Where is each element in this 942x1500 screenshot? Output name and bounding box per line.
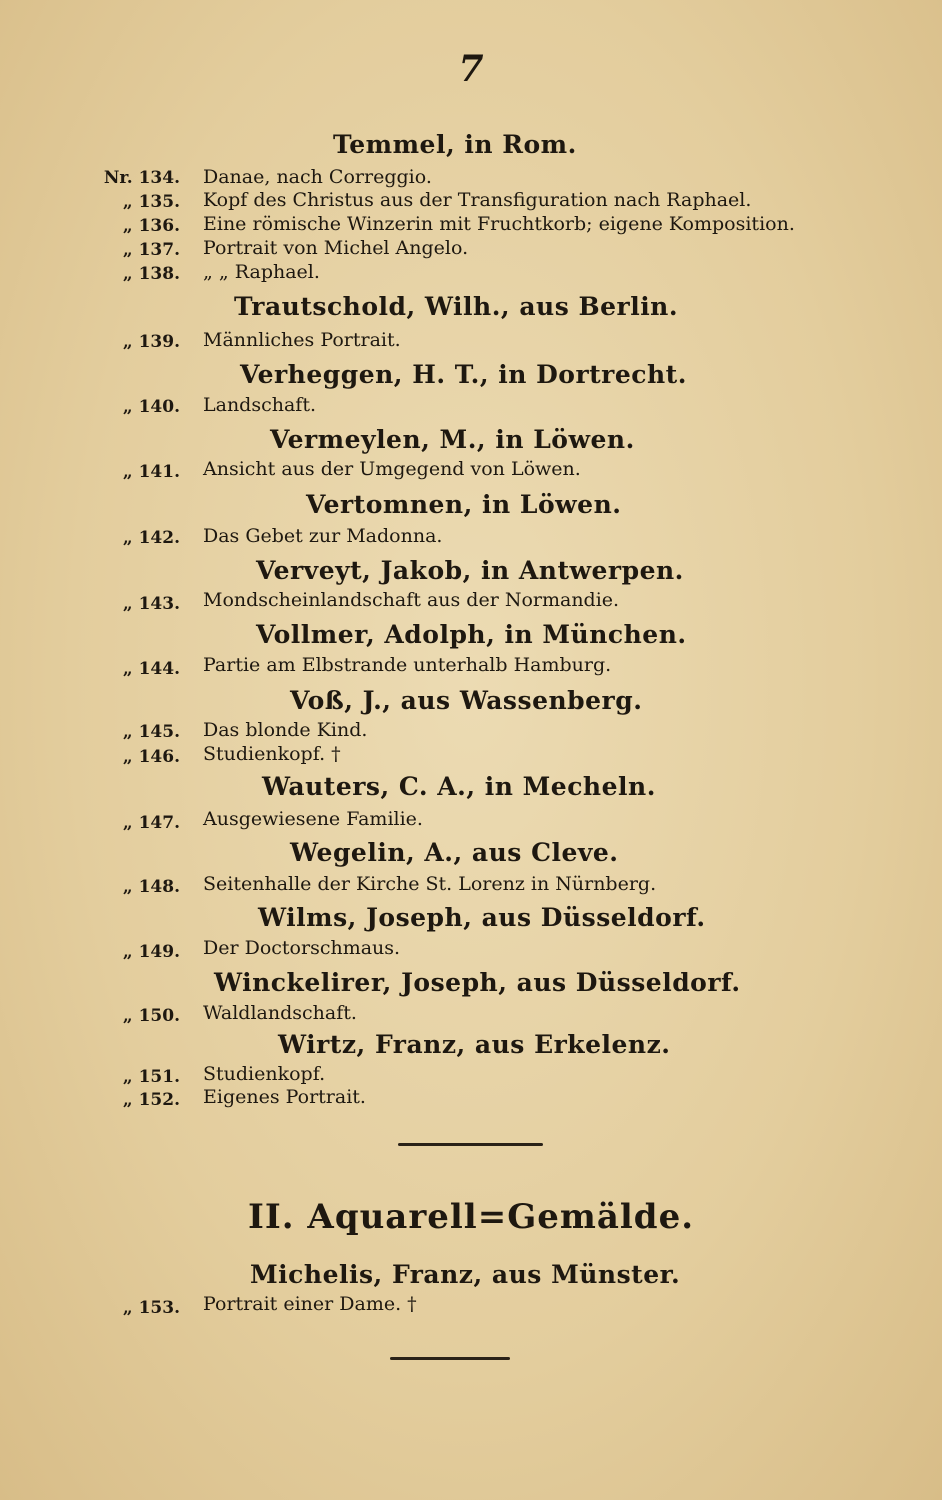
entry-title: Studienkopf. † bbox=[203, 743, 341, 765]
entry-title: Landschaft. bbox=[203, 394, 317, 416]
entry-number: „ 153. bbox=[122, 1298, 180, 1318]
entry-number: „ 144. bbox=[122, 659, 180, 679]
entry-number: „ 140. bbox=[122, 397, 180, 417]
entry-title: Danae, nach Correggio. bbox=[203, 166, 432, 188]
entry-title: Männliches Portrait. bbox=[203, 329, 401, 351]
artist-heading: Verveyt, Jakob, in Antwerpen. bbox=[256, 556, 684, 585]
entry-title: Portrait von Michel Angelo. bbox=[203, 237, 469, 259]
artist-heading: Verheggen, H. T., in Dortrecht. bbox=[240, 360, 687, 389]
artist-heading: Vermeylen, M., in Löwen. bbox=[270, 425, 635, 454]
artist-heading: Winckelirer, Joseph, aus Düsseldorf. bbox=[214, 968, 741, 997]
entry-title: Kopf des Christus aus der Transfiguration nach Raphael. bbox=[203, 189, 752, 211]
entry-title: Partie am Elbstrande unterhalb Hamburg. bbox=[203, 654, 612, 676]
section-divider bbox=[398, 1143, 543, 1146]
entry-number: „ 145. bbox=[122, 722, 180, 742]
entry-number: „ 138. bbox=[122, 264, 180, 284]
artist-heading: Temmel, in Rom. bbox=[333, 130, 577, 159]
entry-title: Das Gebet zur Madonna. bbox=[203, 525, 443, 547]
artist-heading: Vertomnen, in Löwen. bbox=[306, 490, 622, 519]
entry-title: Eine römische Winzerin mit Fruchtkorb; eigene Komposition. bbox=[203, 213, 795, 235]
end-divider bbox=[390, 1357, 510, 1360]
entry-number: Nr. 134. bbox=[103, 168, 180, 188]
entry-number: „ 147. bbox=[122, 813, 180, 833]
entry-number: „ 139. bbox=[122, 332, 180, 352]
entry-number: „ 143. bbox=[122, 594, 180, 614]
entry-title: Ausgewiesene Familie. bbox=[203, 808, 423, 830]
artist-heading: Vollmer, Adolph, in München. bbox=[256, 620, 687, 649]
entry-title: Seitenhalle der Kirche St. Lorenz in Nürnberg. bbox=[203, 873, 657, 895]
entry-number: „ 152. bbox=[122, 1090, 180, 1110]
entry-number: „ 141. bbox=[122, 462, 180, 482]
entry-number: „ 135. bbox=[122, 192, 180, 212]
section-title: II. Aquarell=Gemälde. bbox=[247, 1197, 695, 1237]
entry-number: „ 150. bbox=[122, 1006, 180, 1026]
entry-number: „ 146. bbox=[122, 747, 180, 767]
entry-title: Das blonde Kind. bbox=[203, 719, 368, 741]
entry-title: Eigenes Portrait. bbox=[203, 1086, 366, 1108]
entry-number: „ 151. bbox=[122, 1067, 180, 1087]
entry-title: Waldlandschaft. bbox=[203, 1002, 357, 1024]
page-number: 7 bbox=[458, 48, 484, 90]
entry-number: „ 149. bbox=[122, 942, 180, 962]
entry-title: Der Doctorschmaus. bbox=[203, 937, 401, 959]
entry-number: „ 142. bbox=[122, 528, 180, 548]
entry-title: „ „ Raphael. bbox=[203, 261, 320, 283]
artist-heading: Michelis, Franz, aus Münster. bbox=[250, 1260, 681, 1289]
entry-title: Ansicht aus der Umgegend von Löwen. bbox=[203, 458, 581, 480]
artist-heading: Wegelin, A., aus Cleve. bbox=[290, 838, 619, 867]
artist-heading: Trautschold, Wilh., aus Berlin. bbox=[234, 292, 679, 321]
artist-heading: Wilms, Joseph, aus Düsseldorf. bbox=[258, 903, 706, 932]
entry-number: „ 136. bbox=[122, 216, 180, 236]
entry-title: Portrait einer Dame. † bbox=[203, 1293, 417, 1315]
entry-title: Studienkopf. bbox=[203, 1063, 326, 1085]
entry-number: „ 148. bbox=[122, 877, 180, 897]
entry-number: „ 137. bbox=[122, 240, 180, 260]
entry-title: Mondscheinlandschaft aus der Normandie. bbox=[203, 589, 620, 611]
artist-heading: Wirtz, Franz, aus Erkelenz. bbox=[278, 1030, 671, 1059]
artist-heading: Voß, J., aus Wassenberg. bbox=[290, 686, 643, 715]
artist-heading: Wauters, C. A., in Mecheln. bbox=[262, 772, 656, 801]
